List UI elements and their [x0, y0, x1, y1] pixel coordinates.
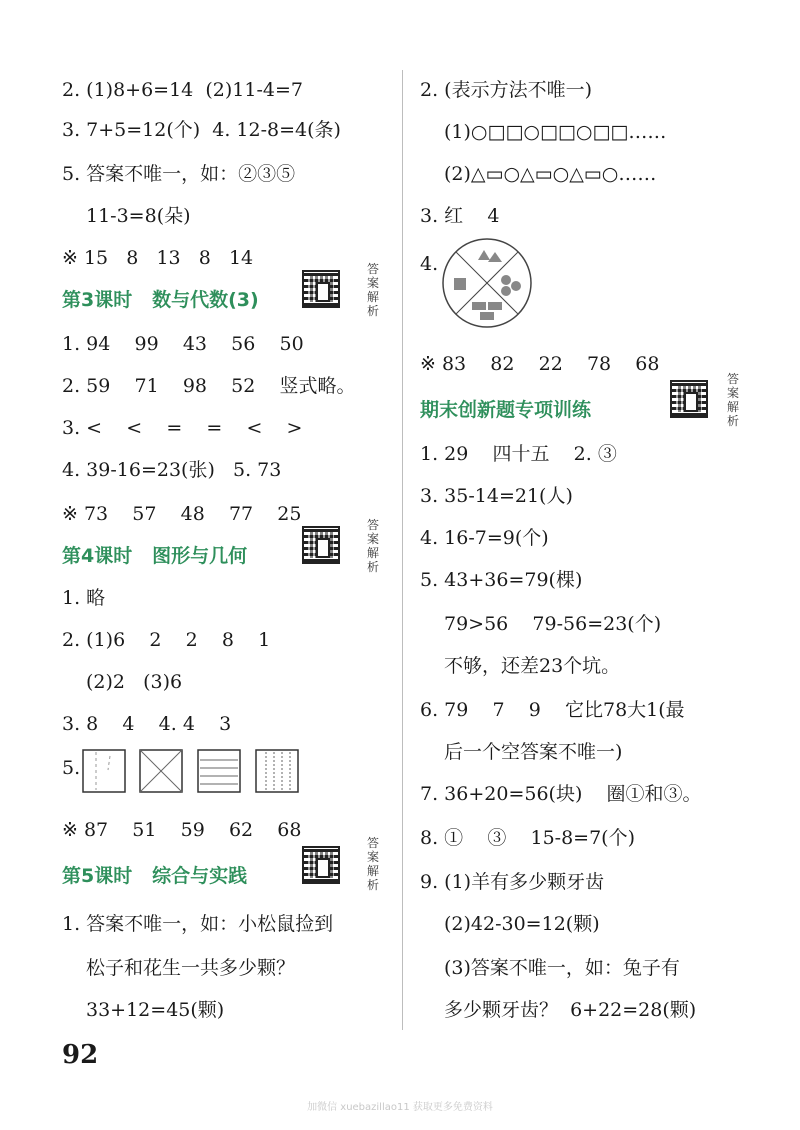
answer-line: 6. 79 7 9 它比78大1(最	[420, 699, 685, 721]
answer-line: 5.	[62, 757, 81, 779]
answer-line: 4. 39-16=23(张) 5. 73	[62, 459, 282, 481]
page-number: 92	[62, 1040, 99, 1070]
qr-code-icon[interactable]	[670, 380, 708, 418]
section-heading: 第5课时 综合与实践	[62, 865, 248, 887]
answer-line: (2)42-30=12(颗)	[444, 913, 600, 935]
answer-line: 3. 红 4	[420, 205, 500, 227]
answer-line: ※ 73 57 48 77 25	[62, 503, 302, 525]
answer-line: 5. 答案不唯一，如：②③⑤	[62, 163, 296, 185]
answer-line: ※ 15 8 13 8 14	[62, 247, 254, 269]
answer-line: 1. 略	[62, 587, 106, 609]
answer-line: 5. 43+36=79(棵)	[420, 569, 583, 591]
answer-line: 11-3=8(朵)	[86, 205, 191, 227]
qr-label: 答案解析	[366, 262, 379, 318]
answer-line: 3. < < = = < >	[62, 417, 303, 439]
section-heading: 第3课时 数与代数(3)	[62, 289, 259, 311]
section-heading: 期末创新题专项训练	[420, 399, 592, 421]
sorted-shapes-circle	[440, 236, 534, 330]
qr-label: 答案解析	[366, 836, 379, 892]
answer-line: 2. 59 71 98 52 竖式略。	[62, 375, 356, 397]
answer-line: 79>56 79-56=23(个)	[444, 613, 662, 635]
answer-line: (1)○□□○□□○□□……	[444, 121, 667, 143]
answer-line: (3)答案不唯一，如：兔子有	[444, 957, 680, 979]
folded-squares-figure	[82, 748, 302, 794]
answer-line: 1. 94 99 43 56 50	[62, 333, 304, 355]
qr-label: 答案解析	[726, 372, 739, 428]
answer-line: 2. (1)8+6=14 (2)11-4=7	[62, 79, 303, 101]
answer-line: 7. 36+20=56(块) 圈①和③。	[420, 783, 702, 805]
answer-line: 9. (1)羊有多少颗牙齿	[420, 871, 605, 893]
answer-line: 后一个空答案不唯一)	[444, 741, 623, 763]
answer-line: 4. 16-7=9(个)	[420, 527, 549, 549]
answer-line: 3. 8 4 4. 4 3	[62, 713, 232, 735]
answer-line: 8. ① ③ 15-8=7(个)	[420, 827, 636, 849]
answer-line: 4.	[420, 253, 439, 275]
answer-line: 多少颗牙齿？ 6+22=28(颗)	[444, 999, 697, 1021]
answer-line: (2)△▭○△▭○△▭○……	[444, 163, 657, 185]
answer-line: 1. 答案不唯一，如：小松鼠捡到	[62, 913, 334, 935]
qr-code-icon[interactable]	[302, 270, 340, 308]
column-divider	[402, 70, 403, 1030]
answer-line: 2. (1)6 2 2 8 1	[62, 629, 271, 651]
answer-line: 3. 7+5=12(个) 4. 12-8=4(条)	[62, 119, 341, 141]
answer-line: 3. 35-14=21(人)	[420, 485, 573, 507]
footer-watermark: 加微信 xuebazillao11 获取更多免费资料	[307, 1102, 493, 1113]
answer-line: ※ 87 51 59 62 68	[62, 819, 302, 841]
answer-line: 松子和花生一共多少颗？	[86, 957, 296, 979]
qr-code-icon[interactable]	[302, 526, 340, 564]
answer-line: 33+12=45(颗)	[86, 999, 225, 1021]
answer-line: ※ 83 82 22 78 68	[420, 353, 660, 375]
qr-code-icon[interactable]	[302, 846, 340, 884]
answer-line: 不够，还差23个坑。	[444, 655, 621, 677]
answer-line: 2. (表示方法不唯一)	[420, 79, 592, 101]
section-heading: 第4课时 图形与几何	[62, 545, 248, 567]
answer-line: (2)2 (3)6	[86, 671, 183, 693]
answer-line: 1. 29 四十五 2. ③	[420, 443, 617, 465]
qr-label: 答案解析	[366, 518, 379, 574]
